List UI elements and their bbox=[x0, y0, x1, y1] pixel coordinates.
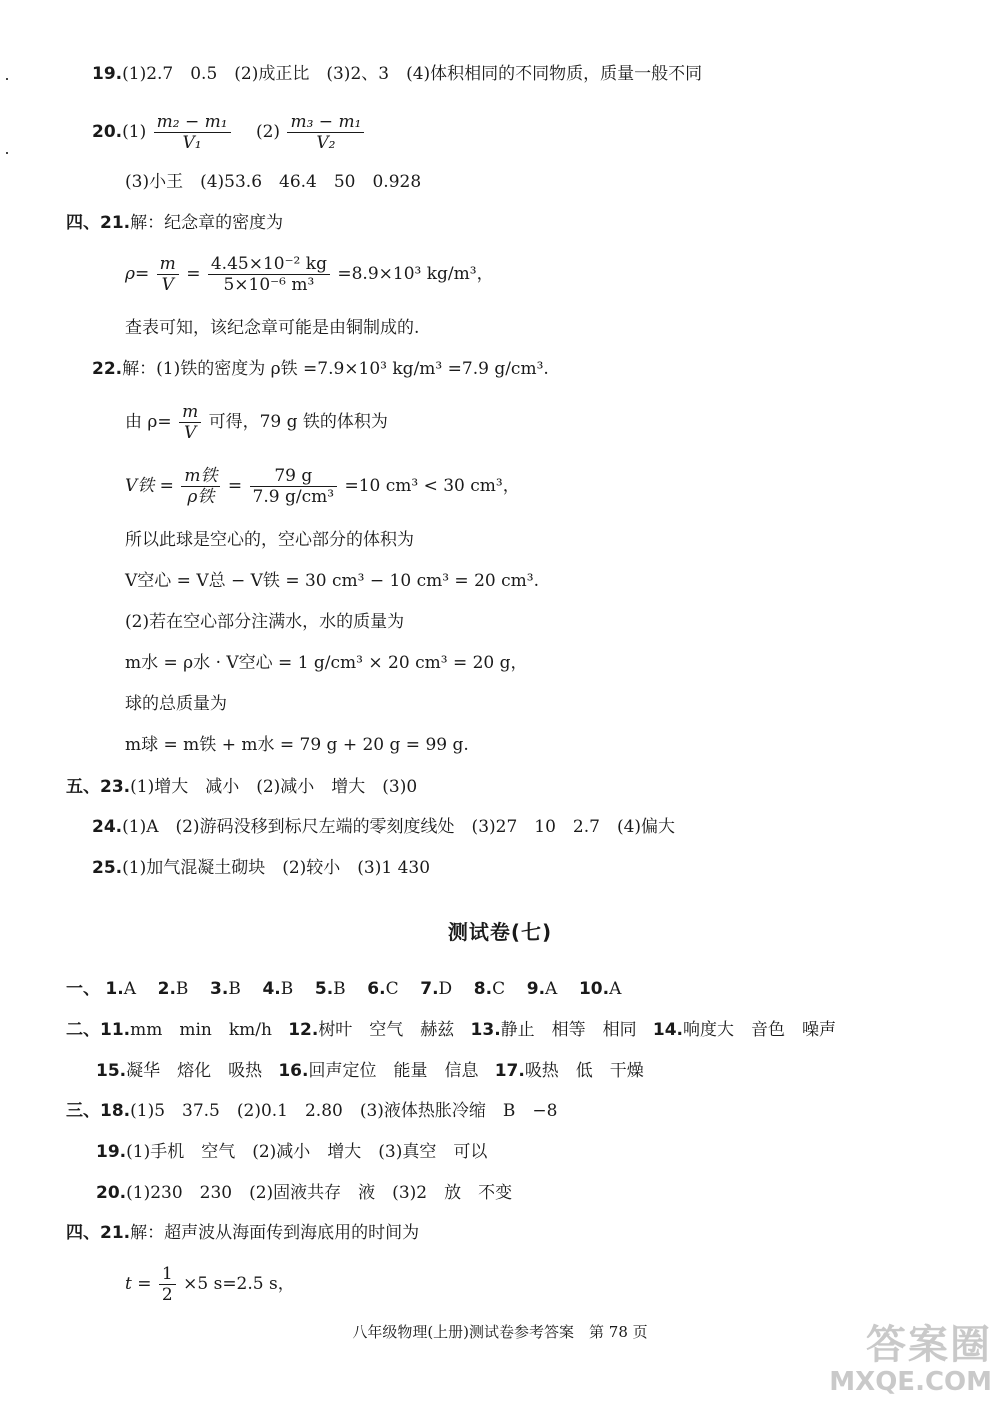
answers-15-17: 15.凝华 熔化 吸热 16.回声定位 能量 信息 17.吸热 低 干燥 bbox=[96, 1061, 644, 1081]
answer-20: 20.(1) $\frac{\text{m₂ − m₁}}{\text{V₁}}$ (2) $\frac{\text{m₃ − m₁}}{\text{V₂}}$ bbox=[92, 112, 366, 153]
margin-dot bbox=[6, 152, 8, 154]
answers-11-14: 二、11.mm min km/h 12.树叶 空气 赫兹 13.静止 相等 相同 14.响度大 音色 噪声 bbox=[66, 1020, 836, 1040]
answer-19: 19.(1)2.7 0.5 (2)成正比 (3)2、3 (4)体积相同的不同物质，质量一般不同 bbox=[92, 64, 703, 84]
answer-23: 五、23.(1)增大 减小 (2)减小 增大 (3)0 bbox=[66, 777, 418, 797]
watermark-logo: 答案圈 MXQE.COM bbox=[829, 1322, 992, 1397]
answer-24: 24.(1)A (2)游码没移到标尺左端的零刻度线处 (3)27 10 2.7 (4)偏大 bbox=[92, 817, 676, 837]
answer-20b: 20.(1)230 230 (2)固液共存 液 (3)2 放 不变 bbox=[96, 1183, 513, 1203]
fraction: $\frac{\text{m₃ − m₁}}{\text{V₂}}$ bbox=[287, 112, 364, 153]
answers-1-10: 一、 1.A 2.B 3.B 4.B 5.B 6.C 7.D 8.C 9.A 10.A bbox=[66, 979, 622, 999]
time-formula: t = $\frac{1}{2}$ ×5 s=2.5 s， bbox=[125, 1264, 295, 1305]
answer-21-heading: 四、21.解：纪念章的密度为 bbox=[66, 213, 284, 233]
hollow-statement: 所以此球是空心的，空心部分的体积为 bbox=[125, 530, 414, 550]
water-mass-formula: m水 = ρ水 · V空心 = 1 g/cm³ × 20 cm³ = 20 g， bbox=[125, 653, 528, 673]
answer-19b: 19.(1)手机 空气 (2)减小 增大 (3)真空 可以 bbox=[96, 1142, 488, 1162]
density-formula: ρ= $\frac{m}{V}$ = $\frac{\text{4.45×10⁻² kg}}{\text{5×10⁻⁶ m³}}$ =8.9×10³ kg/m³， bbox=[125, 254, 494, 295]
iron-volume-formula: V铁 = $\frac{\text{m铁}}{\text{ρ铁}}$ = $\frac{79 g}{\text{7.9 g/cm³}}$ =10 cm³ < 30 cm³， bbox=[125, 466, 520, 507]
answer-20-cont: (3)小王 (4)53.6 46.4 50 0.928 bbox=[125, 172, 422, 192]
answer-18: 三、18.(1)5 37.5 (2)0.1 2.80 (3)液体热胀冷缩 B −8 bbox=[66, 1101, 558, 1121]
answer-22: 22.解：(1)铁的密度为 ρ铁 =7.9×10³ kg/m³ =7.9 g/cm³. bbox=[92, 359, 549, 379]
page-footer: 八年级物理(上册)测试卷参考答案 第 78 页 bbox=[352, 1323, 648, 1341]
hollow-volume-formula: V空心 = V总 − V铁 = 30 cm³ − 10 cm³ = 20 cm³. bbox=[125, 571, 539, 591]
margin-dot bbox=[6, 78, 8, 80]
answer-22-step: 由 ρ= $\frac{m}{V}$ 可得，79 g 铁的体积为 bbox=[125, 402, 388, 443]
ball-mass-formula: m球 = m铁 + m水 = 79 g + 20 g = 99 g. bbox=[125, 735, 469, 755]
answer-21b-heading: 四、21.解：超声波从海面传到海底用的时间为 bbox=[66, 1223, 420, 1243]
total-mass-label: 球的总质量为 bbox=[125, 694, 227, 714]
question-2: (2)若在空心部分注满水，水的质量为 bbox=[125, 612, 405, 632]
conclusion-copper: 查表可知，该纪念章可能是由铜制成的. bbox=[125, 318, 420, 338]
answer-25: 25.(1)加气混凝土砌块 (2)较小 (3)1 430 bbox=[92, 858, 431, 878]
section-title: 测试卷(七) bbox=[447, 920, 553, 944]
fraction: $\frac{\text{m₂ − m₁}}{\text{V₁}}$ bbox=[154, 112, 231, 153]
